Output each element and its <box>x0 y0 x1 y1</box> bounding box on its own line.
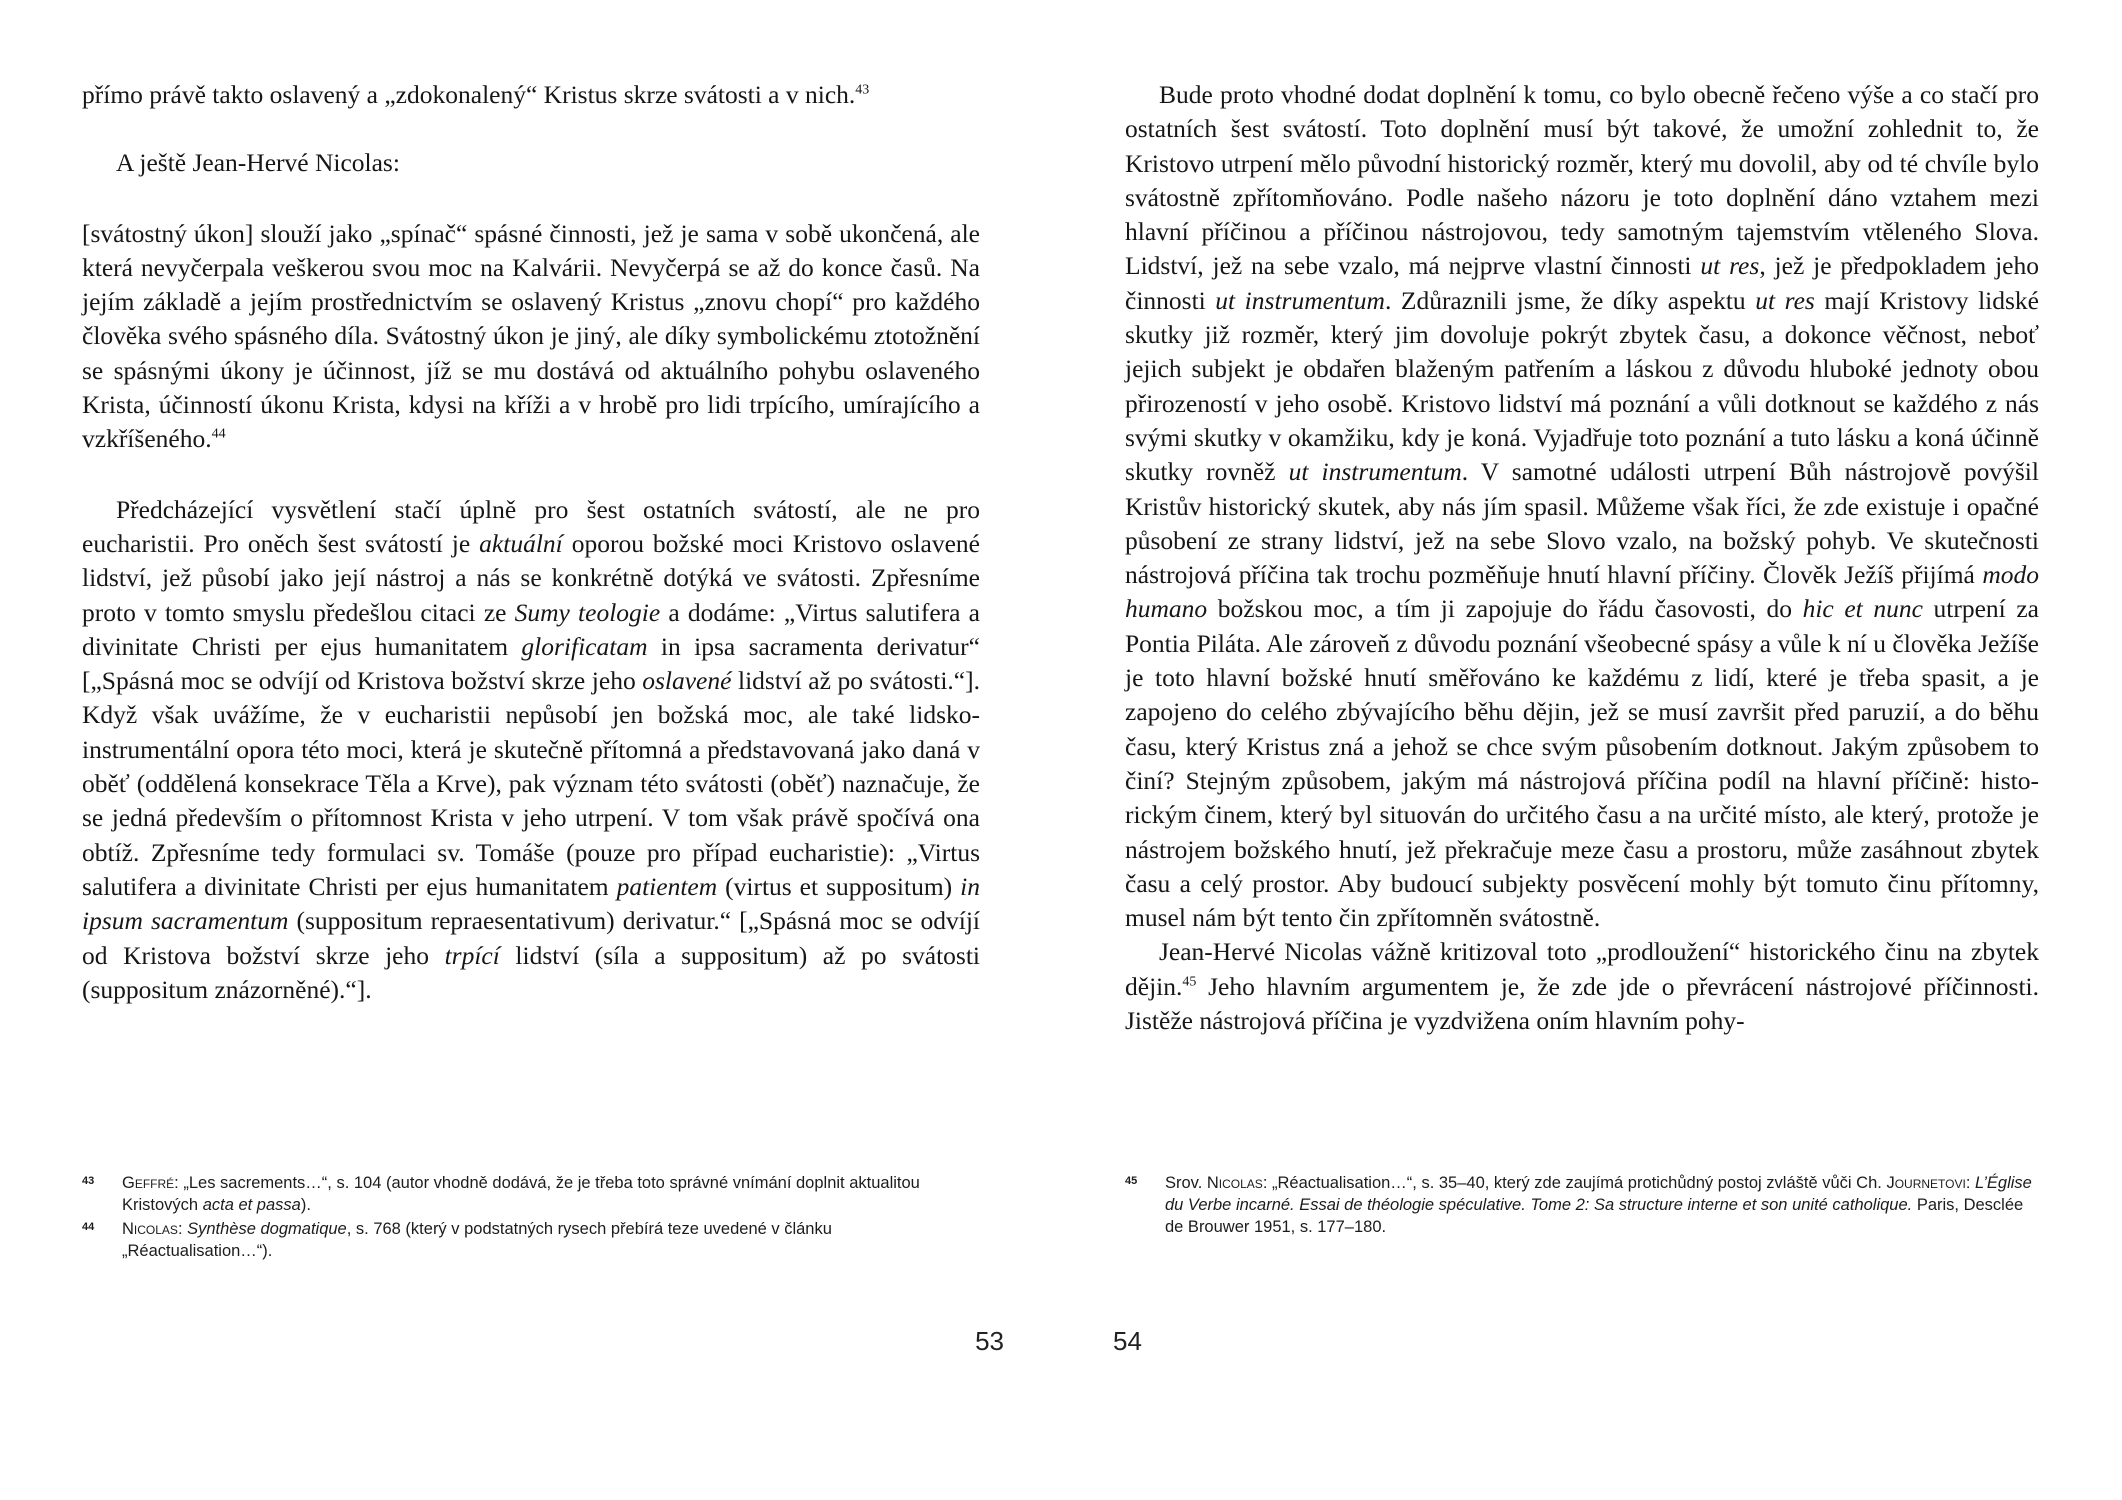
paragraph-3: Předcházející vysvětlení stačí úplně pro šest ostatních svátostí, ale ne pro eucharistii. Pro oněch šest svátostí je aktuální oporou božské moci Kristovo oslavené lidství, jež působí jako její nástroj a nás se konkrétně dotýká ve svátosti. Zpřesníme proto v tomto smyslu předešlou citaci ze Sumy teologie a dodáme: „Virtus salutifera a divinitate Christi per ejus humanitatem glorificatam in ipsa sacramenta derivatur“ [„Spásná moc se odvíjí od Kristova božství skrze jeho oslavené lidství až po svátosti.“]. Když však uvážíme, že v eucharistii nepůsobí jen božská moc, ale také lidsko-instrumentální opora této moci, která je skutečně přítomná a představovaná jako daná v oběť (oddělená konsekrace Těla a Krve), pak význam této svátosti (oběť) naznačuje, že se jedná především o přítomnost Krista v jeho utrpení. V tom však právě spočívá ona obtíž. Zpřesníme tedy formulaci sv. Tomáše (pouze pro případ eucharistie): „Virtus salutifera a divinitate Christi per ejus humanitatem patientem (virtus et suppositum) in ipsum sacramentum (suppositum repraesentativum) derivatur.“ [„Spásná moc se odvíjí od Kristova božství skrze jeho trpící lidství (síla a suppositum) až po svátosti (suppositum znázorněné).“]. <box>82 494 980 1004</box>
right-page <box>1061 0 2122 1500</box>
footnote-45: 45 Srov. Nicolas: „Réactualisation…“, s. 35–40, který zde zaujímá protichůdný postoj zvláště vůči Ch. Journetovi: L’Église du Verbe incarné. Essai de théologie spéculative. Tome 2: Sa structure interne et son unité catholique. Paris, Desclée de Brouwer 1951, s. 177–180. <box>1125 1172 2041 1238</box>
footnote-ref-44[interactable]: 44 <box>211 426 226 442</box>
right-footnotes <box>1125 1172 2041 1240</box>
paragraph-1: Bude proto vhodné dodat doplnění k tomu, co bylo obecně řečeno výše a co stačí pro ostatních šest svátostí. Toto doplnění musí být takové, že umožní zohlednit to, že Kristovo utrpení mělo původní historický rozměr, který mu dovolil, aby od té chvíle bylo svátostně zpřítomňováno. Podle našeho názoru je toto doplnění dáno vztahem mezi hlavní příčinou a příčinou nástrojovou, tedy samotným tajemstvím vtěleného Slova. Lidství, jež na sebe vzalo, má nejprve vlastní činnosti ut res, jež je předpokladem jeho činnosti ut instrumentum. Zdůraznili jsme, že díky aspektu ut res mají Kristovy lidské skutky již rozměr, který jim dovoluje pokrýt zbytek času, a dokonce věčnost, neboť jejich subjekt je obdařen blaženým patřením a láskou z důvodu hluboké jednoty obou přirozeností v jeho osobě. Kristovo lidství má poznání a vůli dotknout se každého z nás svými skutky v okamžiku, kdy je koná. Vyjadřuje toto poznání a tuto lásku a koná účinně skutky rovněž ut instrumentum. V samotné události utrpení Bůh nástrojově povýšil Kristův historický skutek, aby nás jím spasil. Můžeme však říci, že zde existuje i opačné působení ze strany lidství, jež na sebe Slovo vzalo, na božský pohyb. Ve skutečnosti nástrojová příčina tak trochu pozměňuje hnutí hlavní příčiny. Člověk Ježíš přijímá modo humano božskou moc, a tím ji zapojuje do řádu časovosti, do hic et nunc utrpení za Pontia Piláta. Ale zároveň z důvodu poznání všeobecné spásy a vůle k ní u člověka Ježíše je toto hlavní božské hnutí směřováno ke každému z lidí, které je třeba spasit, a je zapojeno do celého zbývajícího běhu dějin, jež se musí završit před paruzií, a do běhu času, který Kristus zná a jehož se chce svým působením dotknout. Jakým způsobem to činí? Stejným způsobem, jakým má nástrojová příčina podíl na hlavní příčině: historickým činem, který byl situován do určitého času a na určité místo, ale který, protože je nástrojem božského hnutí, jež překračuje meze času a prostoru, může zasáhnout zbytek času a celý prostor. Aby budoucí subjekty posvěcení mohly být tomuto činu přítomny, musel nám být tento čin zpřítomněn svátostně. <box>1125 80 2039 933</box>
footnote-43: 43 Geffré: „Les sacrements…“, s. 104 (autor vhodně dodává, že je třeba toto správné vnímání doplnit aktualitou Kristových acta et passa). <box>82 1172 982 1216</box>
paragraph-2: Jean-Hervé Nicolas vážně kritizoval toto „prodloužení“ historického činu na zbytek dějin.$^{45}$ Jeho hlavním argumentem je, že zde jde o převrácení nástrojové příčinnosti. Jistěže nástrojová příčina je vyzdvižena oním hlavním pohy- <box>1125 937 2039 1036</box>
footnote-number: 44 <box>82 1221 95 1233</box>
footnote-44: 44 Nicolas: Synthèse dogmatique, s. 768 (který v podstatných rysech přebírá teze uvedené v článku „Réactualisation…“). <box>82 1218 982 1262</box>
paragraph-1: přímo právě takto oslavený a „zdokonalený“ Kristus skrze svátosti a v nich.$^{43}$ <box>82 80 870 109</box>
footnote-number: 43 <box>82 1175 95 1187</box>
footnote-ref-43[interactable]: 43 <box>855 82 870 98</box>
paragraph-2: A ještě Jean-Hervé Nicolas: <box>116 148 400 178</box>
block-quote: [svátostný úkon] slouží jako „spínač“ spásné činnosti, jež je sama v sobě ukončená, ale která nevyčerpala veškerou svou moc na Kalvárii. Nevyčerpá se až do konce časů. Na jejím základě a jejím prostřednictvím se oslavený Kristus „znovu chopí“ pro každého člověka svého spásného díla. Svátostný úkon je jiný, ale díky symbolickému ztotožnění se spásnými úkony je účinnost, jíž se mu dostává od aktuálního pohybu oslaveného Krista, účinností úkonu Krista, kdysi na kříži a v hrobě pro lidi trpícího, umírajícího a vzkříšeného.$^{44}$ <box>82 218 980 454</box>
footnote-number: 45 <box>1125 1175 1138 1187</box>
page-number-right: 54 <box>1113 1326 1142 1356</box>
page-number-left: 53 <box>975 1326 1004 1356</box>
footnote-ref-45[interactable]: 45 <box>1182 974 1197 990</box>
right-body-text <box>1125 78 2039 1038</box>
left-body-text <box>82 78 980 1007</box>
left-footnotes <box>82 1172 982 1264</box>
